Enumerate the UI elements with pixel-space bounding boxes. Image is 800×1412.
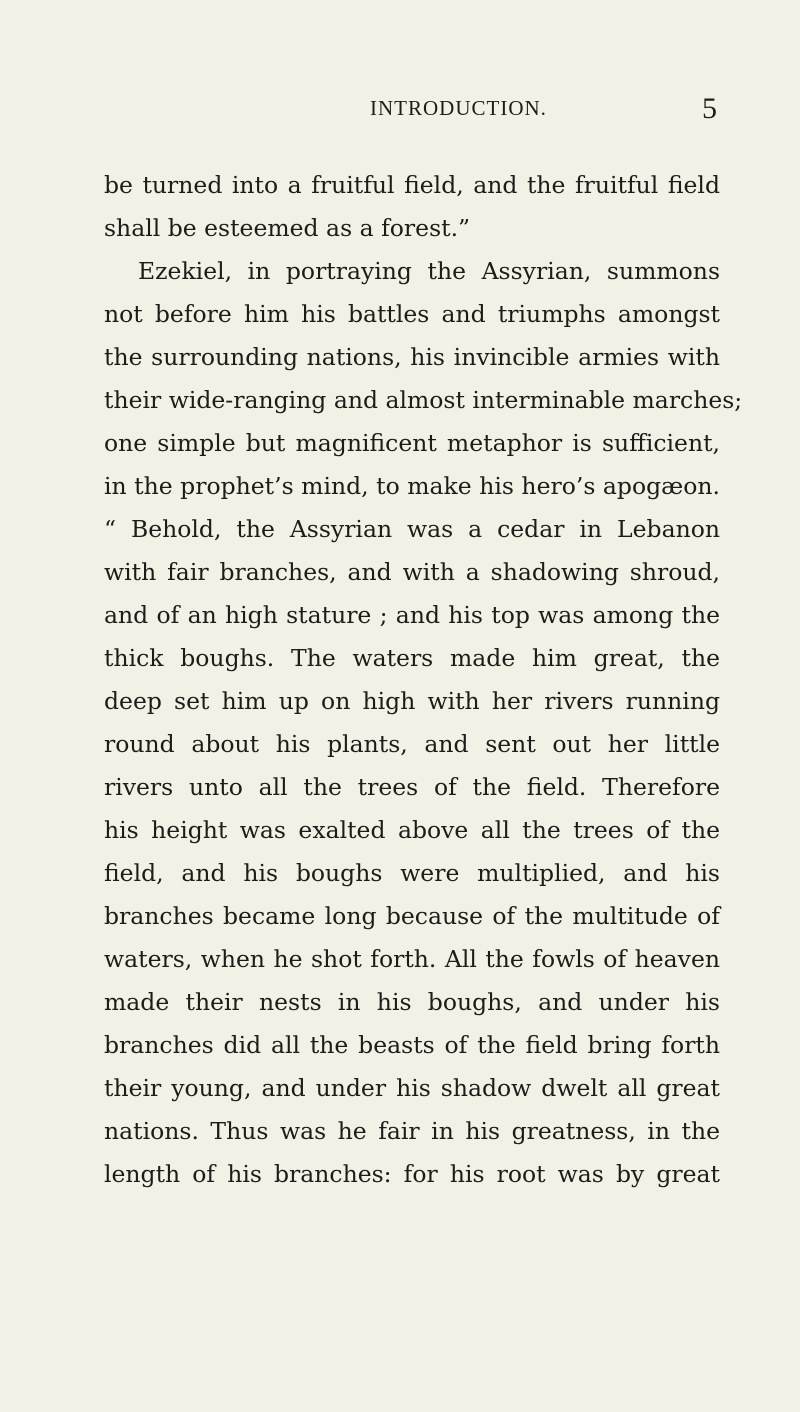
text-line: his height was exalted above all the trees of the bbox=[104, 816, 720, 844]
text-line: nations. Thus was he fair in his greatness, in the bbox=[104, 1117, 720, 1145]
page-number: 5 bbox=[702, 92, 717, 125]
paragraph-first-line: Ezekiel, in portraying the Assyrian, summons bbox=[138, 257, 720, 285]
text-line: “ Behold, the Assyrian was a cedar in Lebanon bbox=[104, 515, 720, 543]
text-line: their wide-ranging and almost interminable marches; bbox=[104, 386, 743, 414]
running-head-title: INTRODUCTION. bbox=[370, 96, 547, 120]
text-line: deep set him up on high with her rivers running bbox=[104, 687, 720, 715]
body-text bbox=[104, 164, 743, 1196]
text-line: round about his plants, and sent out her little bbox=[104, 730, 720, 758]
text-line: branches did all the beasts of the field bring forth bbox=[104, 1031, 720, 1059]
text-line: and of an high stature ; and his top was among the bbox=[104, 601, 720, 629]
text-line: their young, and under his shadow dwelt all great bbox=[104, 1074, 720, 1102]
text-line: thick boughs. The waters made him great, the bbox=[104, 644, 720, 672]
text-line: not before him his battles and triumphs amongst bbox=[104, 300, 720, 328]
text-line: be turned into a fruitful field, and the fruitful field bbox=[104, 171, 720, 199]
text-line: made their nests in his boughs, and under his bbox=[104, 988, 720, 1016]
text-line: waters, when he shot forth. All the fowls of heaven bbox=[104, 945, 720, 973]
running-head bbox=[0, 92, 800, 132]
text-line: rivers unto all the trees of the field. Therefore bbox=[104, 773, 720, 801]
text-line: branches became long because of the multitude of bbox=[104, 902, 720, 930]
text-line: field, and his boughs were multiplied, and his bbox=[104, 859, 720, 887]
text-line: one simple but magnificent metaphor is sufficient, bbox=[104, 429, 720, 457]
text-line: in the prophet’s mind, to make his hero’s apogæon. bbox=[104, 472, 720, 500]
text-line: length of his branches: for his root was by great bbox=[104, 1160, 720, 1188]
text-line: the surrounding nations, his invincible armies with bbox=[104, 343, 720, 371]
text-line: with fair branches, and with a shadowing shroud, bbox=[104, 558, 720, 586]
text-line: shall be esteemed as a forest.” bbox=[104, 214, 471, 242]
